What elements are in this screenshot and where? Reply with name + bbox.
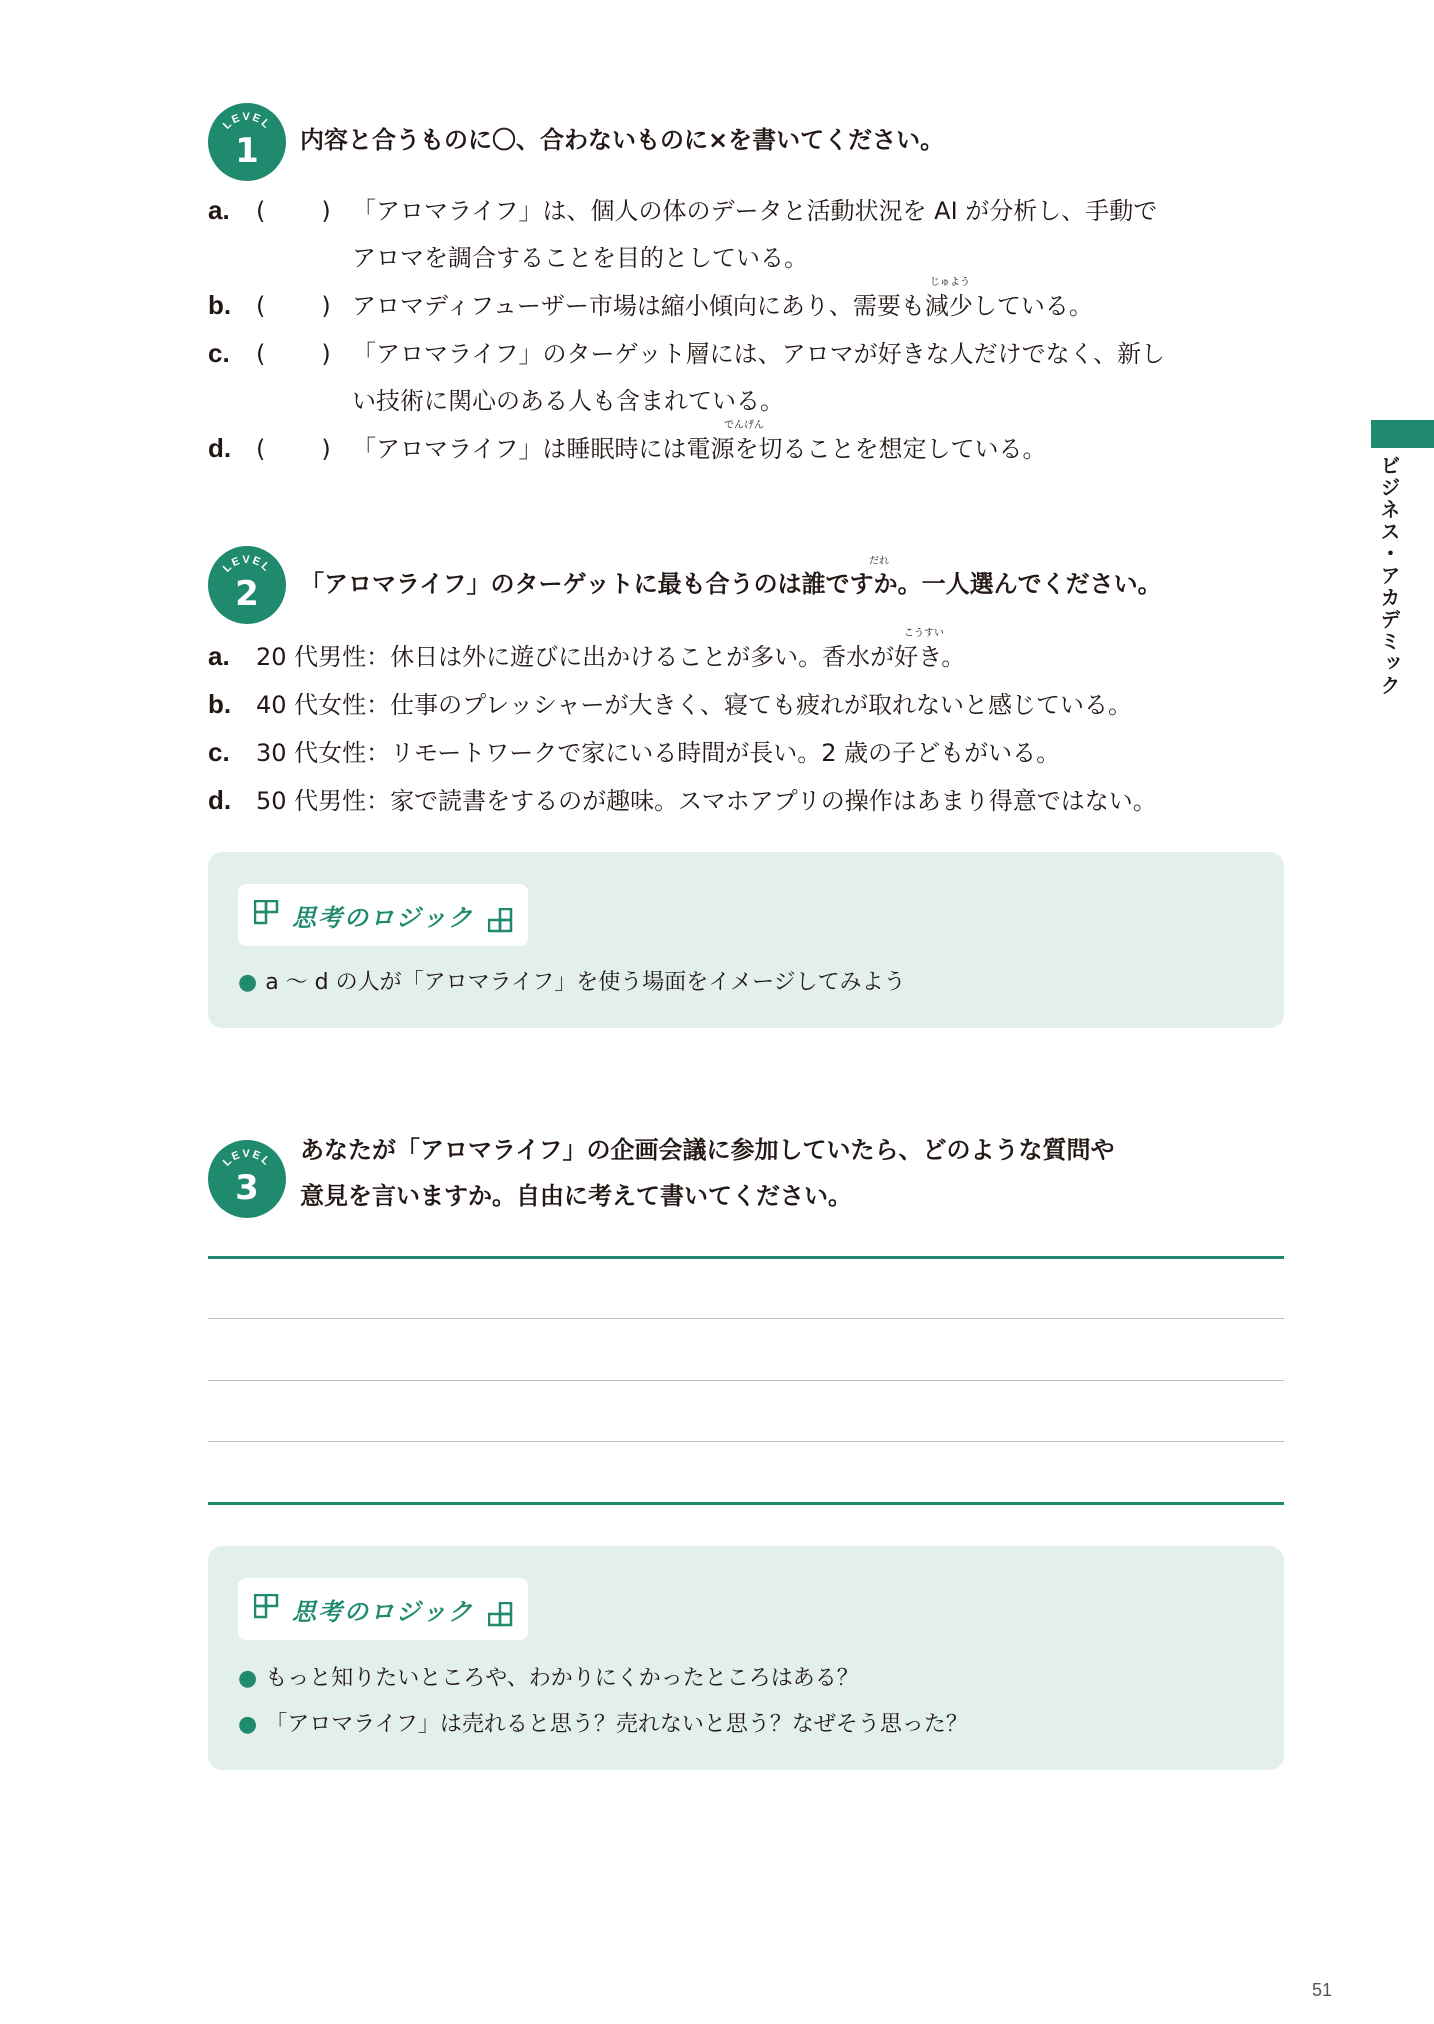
q1-item-b-text: アロマディフューザー市場は縮小傾向にあり、需要も減少している。 [352, 292, 1093, 320]
q3-question-line2: 意見を言いますか。自由に考えて書いてください。 [300, 1182, 852, 1210]
answer-open-paren: ( [256, 292, 266, 320]
q1-item-c-text: 「アロマライフ」のターゲット層には、アロマが好きな人だけでなく、新し [352, 340, 1166, 368]
q1-item-c [208, 329, 1165, 378]
answer-line-top [208, 1256, 1284, 1259]
q1-item-d-label: d. [208, 433, 232, 463]
section-tab-marker [1371, 420, 1434, 448]
answer-close-paren: ) [321, 197, 331, 225]
q2-item-b [208, 680, 1132, 729]
q2-item-b-label: b. [208, 689, 232, 719]
hint-item [238, 960, 906, 1006]
level-2-number: 2 [235, 574, 259, 614]
q1-item-b-ruby: じゅよう [930, 277, 970, 288]
q2-item-a-ruby: こうすい [904, 628, 944, 639]
q1-item-c-label: c. [208, 338, 230, 368]
q2-item-a [208, 632, 965, 681]
page-number: 51 [1312, 1980, 1333, 2000]
answer-line [208, 1380, 1284, 1381]
q1-item-b-label: b. [208, 290, 232, 320]
section-label: ビジネス・アカデミック [1377, 455, 1401, 697]
hint-title: 思考のロジック [292, 1598, 474, 1626]
answer-open-paren: ( [256, 340, 266, 368]
q2-item-a-label: a. [208, 641, 230, 671]
q2-question-ruby: だれ [869, 556, 889, 567]
level-2-badge [208, 546, 286, 624]
logic-block-icon [488, 1602, 514, 1628]
hint-title-tag [238, 884, 528, 946]
answer-close-paren: ) [321, 292, 331, 320]
q2-item-b-text: 40 代女性：仕事のプレッシャーが大きく、寝ても疲れが取れないと感じている。 [256, 691, 1133, 719]
q2-hint-box [208, 852, 1284, 1028]
q1-item-c-text-cont: い技術に関心のある人も含まれている。 [352, 387, 784, 415]
q2-item-c [208, 728, 1060, 777]
q1-item-d-text: 「アロマライフ」は睡眠時には電源を切ることを想定している。 [352, 435, 1047, 463]
hint-item-text: 「アロマライフ」は売れると思う？売れないと思う？なぜそう思った？ [265, 1712, 968, 1737]
q1-item-a-text-cont: アロマを調合することを目的としている。 [352, 244, 808, 272]
hint-item [238, 1656, 859, 1702]
logic-block-icon [488, 908, 514, 934]
bullet-icon: ● [238, 1666, 258, 1691]
q2-question: 「アロマライフ」のターゲットに最も合うのは誰ですか。一人選んでください。 [300, 570, 1162, 598]
answer-line [208, 1441, 1284, 1442]
hint-title-tag [238, 1578, 528, 1640]
hint-item [238, 1702, 968, 1748]
hint-item-text: a ～ d の人が「アロマライフ」を使う場面をイメージしてみよう [265, 970, 906, 995]
q2-item-d-label: d. [208, 785, 232, 815]
q2-item-d-text: 50 代男性：家で読書をするのが趣味。スマホアプリの操作はあまり得意ではない。 [256, 787, 1157, 815]
q1-item-a-label: a. [208, 195, 230, 225]
q2-item-a-text: 20 代男性：休日は外に遊びに出かけることが多い。香水が好き。 [256, 643, 966, 671]
q1-question: 内容と合うものに〇、合わないものに×を書いてください。 [300, 126, 945, 154]
svg-text:LEVEL: LEVEL [220, 553, 274, 575]
hint-title: 思考のロジック [292, 904, 474, 932]
q3-question-line1: あなたが「アロマライフ」の企画会議に参加していたら、どのような質問や [300, 1136, 1115, 1164]
level-1-number: 1 [235, 131, 259, 171]
answer-open-paren: ( [256, 197, 266, 225]
svg-text:LEVEL: LEVEL [220, 1147, 274, 1169]
level-3-number: 3 [235, 1168, 259, 1208]
q2-item-c-text: 30 代女性：リモートワークで家にいる時間が長い。2 歳の子どもがいる。 [256, 739, 1061, 767]
answer-open-paren: ( [256, 435, 266, 463]
bullet-icon: ● [238, 970, 258, 995]
q2-item-c-label: c. [208, 737, 230, 767]
q2-item-d [208, 776, 1157, 825]
svg-text:LEVEL: LEVEL [220, 110, 274, 132]
q1-item-a-text: 「アロマライフ」は、個人の体のデータと活動状況を AI が分析し、手動で [352, 197, 1158, 225]
bullet-icon: ● [238, 1712, 258, 1737]
answer-line-bottom [208, 1502, 1284, 1505]
q3-hint-box [208, 1546, 1284, 1770]
answer-line [208, 1318, 1284, 1319]
logic-block-icon [254, 900, 280, 926]
answer-close-paren: ) [321, 340, 331, 368]
answer-close-paren: ) [321, 435, 331, 463]
q1-item-b [208, 281, 1093, 330]
level-3-badge [208, 1140, 286, 1218]
hint-item-text: もっと知りたいところや、わかりにくかったところはある？ [265, 1666, 859, 1691]
q1-item-d-ruby: でんげん [724, 420, 764, 431]
level-1-badge [208, 103, 286, 181]
logic-block-icon [254, 1594, 280, 1620]
q1-item-d [208, 424, 1047, 473]
q1-item-a [208, 186, 1157, 235]
